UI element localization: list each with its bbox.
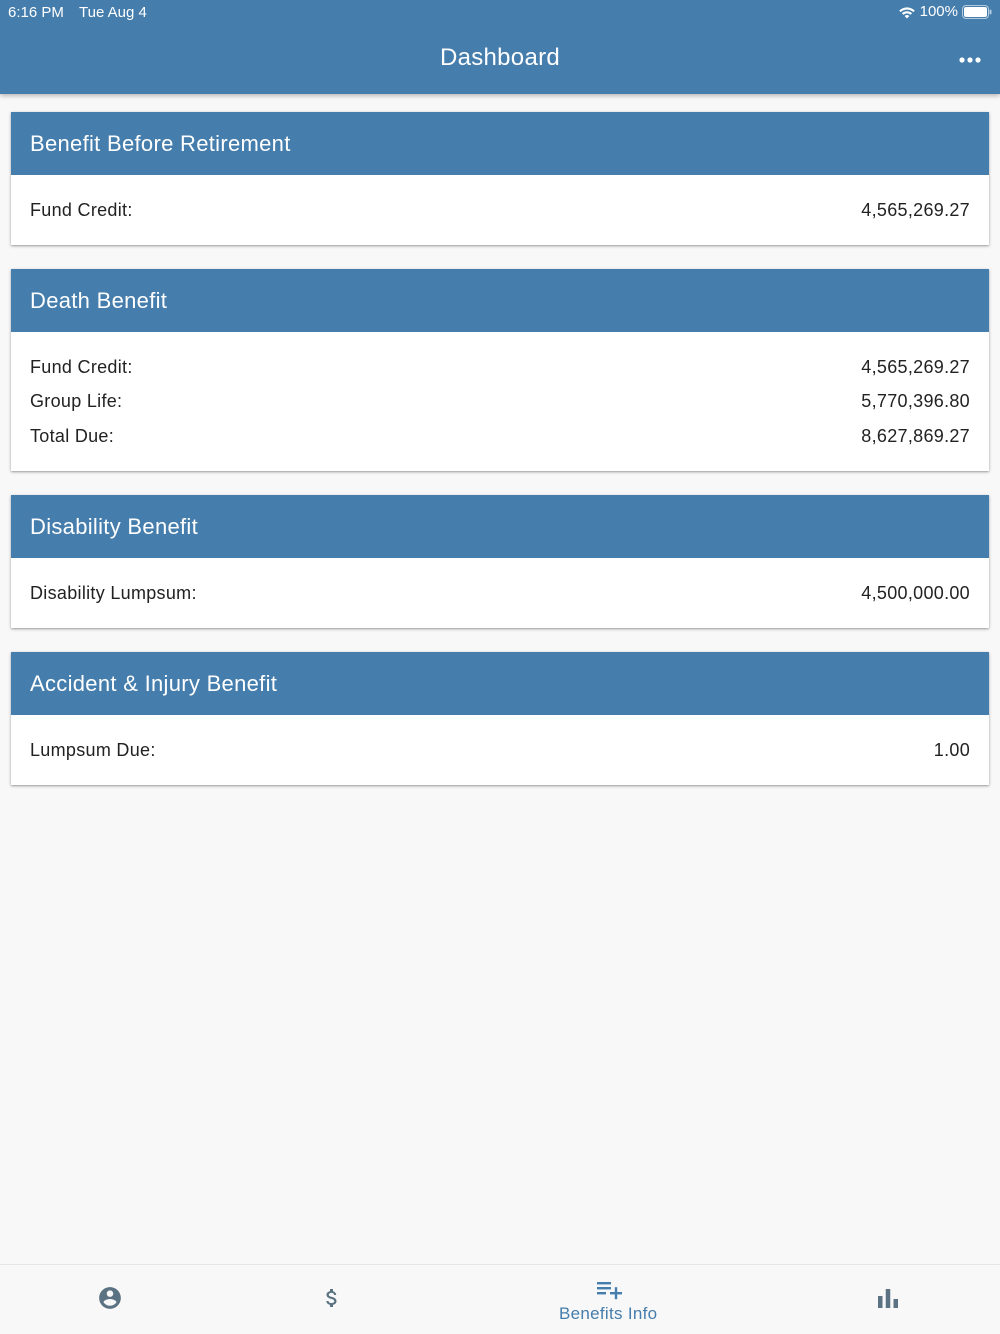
dollar-icon — [320, 1284, 344, 1312]
bottom-navigation — [0, 1264, 1000, 1334]
nav-statistics[interactable] — [838, 1265, 938, 1334]
nav-profile[interactable] — [60, 1265, 160, 1334]
wifi-icon — [898, 5, 916, 19]
benefit-before-retirement-card — [11, 112, 989, 245]
nav-benefits-info[interactable] — [540, 1265, 680, 1334]
card-title: Death Benefit — [11, 269, 989, 332]
status-time: 6:16 PM — [8, 4, 64, 21]
fund-credit-row — [30, 193, 970, 228]
row-label: Fund Credit: — [30, 199, 133, 220]
status-date: Tue Aug 4 — [79, 4, 147, 21]
bar-chart-icon — [877, 1287, 899, 1309]
row-value: 4,565,269.27 — [861, 199, 970, 220]
row-label: Total Due: — [30, 425, 115, 446]
disability-benefit-card — [11, 495, 989, 628]
more-horizontal-icon — [959, 56, 981, 64]
accident-injury-benefit-card — [11, 652, 989, 785]
page-title: Dashboard — [439, 44, 561, 71]
disability-lumpsum-row — [30, 576, 970, 611]
status-indicators — [898, 3, 992, 20]
death-benefit-card — [11, 269, 989, 471]
row-label: Disability Lumpsum: — [30, 582, 197, 603]
battery-percentage: 100% — [919, 3, 958, 20]
row-label: Lumpsum Due: — [30, 739, 156, 760]
row-value: 4,500,000.00 — [861, 582, 970, 603]
app-bar — [0, 0, 1000, 94]
more-options-button[interactable] — [954, 44, 986, 76]
nav-label: Benefits Info — [559, 1304, 658, 1323]
row-value: 1.00 — [933, 739, 970, 760]
row-value: 8,627,869.27 — [861, 425, 970, 446]
card-title: Benefit Before Retirement — [11, 112, 989, 175]
lumpsum-due-row — [30, 733, 970, 768]
battery-icon — [962, 5, 992, 19]
playlist-add-icon — [597, 1278, 623, 1300]
account-circle-icon — [97, 1285, 123, 1311]
row-value: 5,770,396.80 — [861, 391, 970, 412]
row-label: Fund Credit: — [30, 356, 133, 377]
row-value: 4,565,269.27 — [861, 356, 970, 377]
group-life-row — [30, 385, 970, 420]
fund-credit-row — [30, 350, 970, 385]
total-due-row — [30, 419, 970, 454]
row-label: Group Life: — [30, 391, 123, 412]
card-title: Accident & Injury Benefit — [11, 652, 989, 715]
card-title: Disability Benefit — [11, 495, 989, 558]
nav-contributions[interactable] — [282, 1265, 382, 1334]
